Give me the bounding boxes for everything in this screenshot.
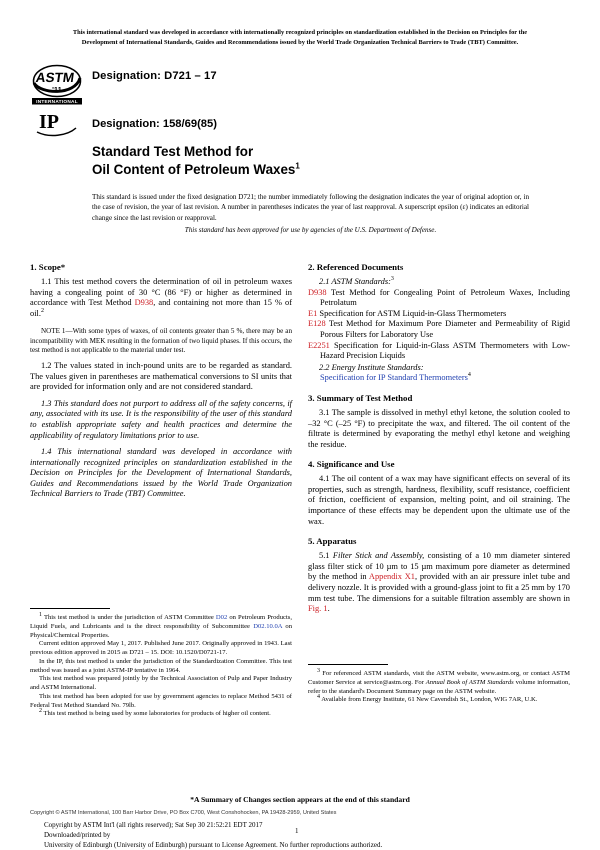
svg-text:ASTM: ASTM (34, 70, 76, 85)
license-line-3: University of Edinburgh (University of Edinburgh) pursuant to License Agreement. No further reproductions authorized. (44, 841, 383, 850)
footnote-rule (308, 664, 388, 665)
link-d02-10-0a[interactable]: D02.10.0A (253, 622, 283, 630)
paragraph-1-2: 1.2 The values stated in inch-pound units are to be regarded as standard. The values given in parentheses are mathematical conversions to SI units that are provided for information only and are not considered standard. (30, 361, 292, 392)
subsection-2-2 (308, 362, 570, 374)
reference-text: Specification for ASTM Liquid-in-Glass Thermometers (319, 308, 507, 318)
reference-item (308, 341, 570, 362)
note-1 (30, 319, 292, 355)
svg-text:INTERNATIONAL: INTERNATIONAL (36, 100, 78, 105)
license-block (44, 820, 564, 850)
para-5-1-b: , provided with an air pressure inlet tube and delivery nozzle. It is provided with a ground-glass joint to fit a 25 mm by 170 mm test tube. The dimensions for a suitable filtration assembly are shown in (308, 572, 570, 603)
para-5-1-c: . (327, 604, 330, 614)
section-2-heading: 2. Referenced Documents (308, 262, 404, 272)
subsection-2-1-footnote-marker: 3 (390, 276, 394, 283)
footnote-4-text: Available from Energy Institute, 61 New Cavendish St., London, WIG 7AR, U.K. (320, 696, 538, 704)
footnote-1-para-4: This test method was prepared jointly by the Technical Association of Pulp and Paper Industry and ASTM International. (30, 675, 292, 692)
reference-item (308, 319, 570, 340)
paragraph-5-1 (308, 550, 570, 614)
subsection-2-1-label: 2.1 ASTM Standards: (319, 277, 391, 287)
left-column (30, 262, 292, 500)
para-5-1-a: consisting of a 10 mm diameter sintered glass filter stick of 10 µm to 15 µm maximum pore diameter as determined by the method in (308, 551, 571, 582)
right-footnotes (308, 664, 570, 705)
section-3-heading: 3. Summary of Test Method (308, 392, 413, 403)
svg-text:IP: IP (39, 111, 59, 133)
para-1-1-footnote-marker: 2 (40, 308, 44, 315)
footnote-1-para-5: This test method has been adopted for use by government agencies to replace Method 5431 of Federal Test Method Standard No. 79lb. (30, 692, 292, 709)
footnote-1-a: This test method is under the jurisdiction of ASTM Committee (42, 614, 216, 621)
footnote-3-a: For referenced ASTM standards, visit the ASTM website, www.astm.org, or contact ASTM Customer Service at service@astm.org. For (308, 670, 570, 686)
copyright-line: Copyright © ASTM International, 100 Barr Harbor Drive, PO Box C700, West Conshohocken, PA 19428-2959, United States (30, 810, 337, 816)
footnote-2-text: This test method is being used by some laboratories for products of higher oil content. (42, 710, 271, 718)
footnote-2 (30, 710, 292, 719)
issued-blurb: This standard is issued under the fixed designation D721; the number immediately following the designation indicates the year of original adoption or, in the case of revision, the year of last revision. A number in parentheses indicates the year of last reapproval. A superscript epsilon (ε) indicates an editorial change since the last revision or reapproval. (92, 193, 529, 222)
paragraph-1-3: 1.3 This standard does not purport to address all of the safety concerns, if any, associated with its use. It is the responsibility of the user of this standard to establish appropriate safety and health practices and determine the applicability of regulatory limitations prior to use. (30, 398, 292, 440)
reference-text: Test Method for Maximum Pore Diameter and Permeability of Rigid Porous Filters for Laboratory Use (320, 319, 570, 339)
paragraph-3-1: 3.1 The sample is dissolved in methyl ethyl ketone, the solution cooled to –32 °C (–25 °F) to precipitate the wax, and filtered. The oil content of the filtrate is determined by evaporating the methyl ethyl ketone and weighing the residue. (308, 407, 570, 449)
footnote-2-marker: 2 (39, 708, 42, 715)
title-line-1: Standard Test Method for (92, 144, 254, 159)
left-footnotes (30, 608, 292, 719)
right-column (308, 262, 570, 615)
footnote-3-b: volume information, refer to the standard's Document Summary page on the ASTM website. (308, 678, 571, 695)
link-d02[interactable]: D02 (215, 614, 228, 621)
footnote-1-marker: 1 (39, 611, 42, 618)
section-1-heading: 1. Scope* (30, 262, 66, 272)
para-5-1-term: Filter Stick and Assembly, (332, 551, 425, 561)
footnote-3-marker: 3 (317, 667, 320, 674)
link-d938-ref[interactable]: D938 (308, 287, 327, 297)
section-4-heading: 4. Significance and Use (308, 459, 395, 470)
designation-ip: Designation: 158/69(85) (92, 118, 217, 130)
reference-item (308, 309, 570, 320)
ip-reference-footnote-marker: 4 (467, 372, 471, 379)
footnote-4 (308, 696, 570, 705)
footnote-1-b: on Petroleum Products, Liquid Fuels, and Lubricants and is the direct responsibility of Subcommittee (30, 614, 292, 630)
link-appendix-x1[interactable]: Appendix X1 (368, 572, 415, 582)
reference-text: Specification for Liquid-in-Glass ASTM Thermometers with Low-Hazard Precision Liquids (320, 340, 570, 361)
link-d938[interactable]: D938 (134, 298, 154, 308)
paragraph-1-4: 1.4 This international standard was developed in accordance with internationally recognized principles on standardization established in the Decision on Principles for the Development of International Standards, Guides and Recommendations issued by the World Trade Organization Technical Barriers to Trade (TBT) Committee. (30, 447, 292, 499)
subsection-2-1 (308, 276, 570, 288)
ip-reference-item (308, 373, 570, 384)
para-1-1-a: 1.1 This test method covers the determination of oil in petroleum waxes having a congealing point of 30 °C (86 °F) or higher as determined in accordance with Test Method (30, 277, 292, 308)
astm-logo (30, 63, 86, 107)
license-line-1: Copyright by ASTM Int'l (all rights reserved); Sat Sep 30 21:52:21 EDT 2017 (44, 821, 263, 829)
wto-banner-line1: This international standard was developed in accordance with internationally recognized principles on standardization established in the Decision on Principles for the (72, 29, 528, 36)
footnote-3-italic: Annual Book of ASTM Standards (425, 678, 514, 686)
footnote-1-para-2: Current edition approved May 1, 2017. Published June 2017. Originally approved in 1943. Last previous edition approved in 2015 as D721 – 15. DOI: 10.1520/D0721-17. (30, 640, 292, 657)
link-e2251-ref[interactable]: E2251 (308, 340, 330, 350)
footnote-3 (308, 667, 571, 696)
title-footnote-marker: 1 (295, 161, 300, 171)
wto-banner (32, 28, 568, 47)
link-e128-ref[interactable]: E128 (308, 319, 326, 329)
summary-of-changes-note: *A Summary of Changes section appears at the end of this standard (190, 795, 410, 804)
title-line-2 (92, 161, 562, 179)
note-1-text: With some types of waxes, of oil contents greater than 5 %, there may be an incompatibility with MEK resulting in the formation of two liquid phases. If this occurs, the test method is not applicable to the material under test. (30, 327, 293, 354)
para-5-1-number: 5.1 (319, 551, 333, 561)
paragraph-4-1: 4.1 The oil content of a wax may have significant effects on several of its properties, such as strength, hardness, flexibility, scuff resistance, coefficient of friction, coefficient of expansion, melting point, and oil straining. The importance of these effects may be dependent upon the ultimate use of the wax. (308, 474, 570, 526)
wto-banner-line2: Development of International Standards, Guides and Recommendations issued by the World Trade Organization Technical Barriers to Trade (TBT) Committee. (81, 38, 519, 46)
title-text: Oil Content of Petroleum Waxes (92, 161, 296, 177)
footnote-1 (30, 611, 292, 640)
link-fig-1[interactable]: Fig. 1 (308, 604, 328, 614)
page-number: 1 (295, 827, 299, 835)
section-5-heading: 5. Apparatus (308, 536, 357, 547)
paragraph-1-1 (30, 276, 292, 319)
svg-text:'11: '11 (52, 85, 62, 94)
note-1-label: NOTE 1— (41, 327, 73, 336)
ip-logo (32, 108, 84, 140)
approved-blurb: This standard has been approved for use by agencies of the U.S. Department of Defense. (184, 226, 437, 234)
reference-item (308, 288, 570, 309)
footnote-4-marker: 4 (317, 694, 320, 701)
designation-astm: Designation: D721 – 17 (92, 70, 217, 82)
license-line-2: Downloaded/printed by (44, 831, 111, 840)
subsection-2-2-label: 2.2 Energy Institute Standards: (319, 362, 424, 372)
link-ip-thermometers[interactable]: Specification for IP Standard Thermometers (320, 373, 468, 383)
para-1-1-b: , and containing not more than 15 % of oil. (30, 298, 292, 318)
footnote-rule (30, 608, 110, 609)
reference-text: Test Method for Congealing Point of Petroleum Waxes, Including Petrolatum (320, 287, 570, 308)
footnote-1-c: on Physical/Chemical Properties. (30, 622, 292, 639)
link-e1-ref[interactable]: E1 (308, 308, 318, 318)
page-title (92, 143, 562, 179)
footnote-1-para-3: In the IP, this test method is under the jurisdiction of the Standardization Committee. This test method was issued as a joint ASTM-IP tentative in 1964. (30, 657, 292, 674)
